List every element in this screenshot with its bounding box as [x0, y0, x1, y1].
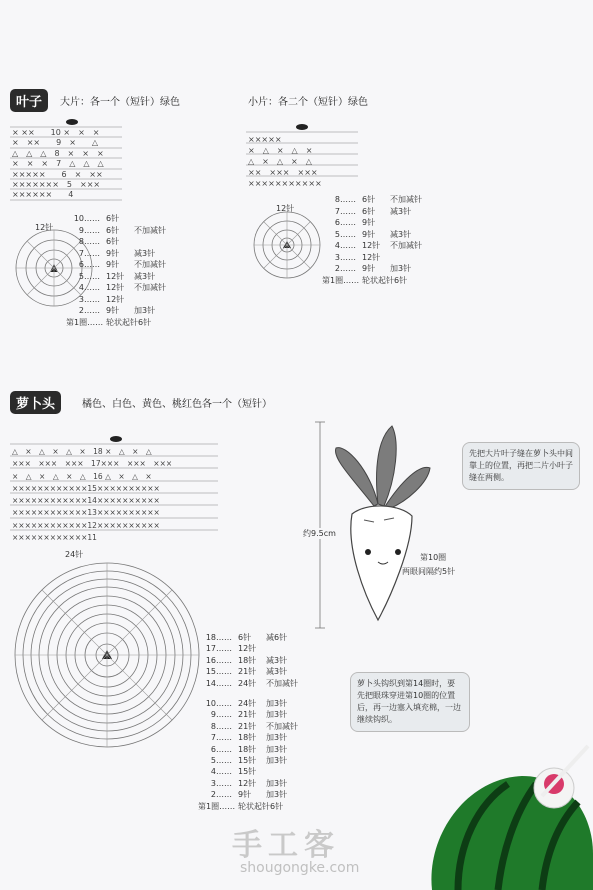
table-row: ××××××××××××15×××××××××× [12, 483, 160, 493]
list-item: 3…… 12针 [78, 294, 125, 304]
carrot-title: 橘色、白色、黄色、桃红色各一个（短针） [82, 399, 272, 410]
list-item: 4…… 12针 不加减针 [334, 241, 422, 250]
small-leaf-center-label: 12针 [276, 204, 295, 213]
table-row: × △ × △ × △ 16 △ × △ × [12, 471, 152, 481]
table-row: ××××× 6 × ×× [12, 169, 103, 179]
table-row: ××××××××××××14×××××××××× [12, 496, 160, 506]
note-eye-insert: 萝卜头钩织到第14圈时，要先把眼珠穿进第10圈的位置后，再一边塞入填充棉，一边继续钩织。 [350, 672, 470, 732]
table-row: ××××××××××××12×××××××××× [12, 520, 160, 530]
height-label: 约9.5cm [303, 529, 336, 538]
list-item: 第1圈…… 轮状起针6针 [198, 801, 284, 811]
big-leaf-center-label: 12针 [35, 223, 54, 232]
watermelon-decoration [418, 744, 593, 890]
list-item: 7…… 18针 加3针 [210, 733, 288, 743]
list-item: 3…… 12针 [334, 252, 381, 262]
carrot-counts [198, 632, 298, 812]
list-item: 8…… 6针 不加减针 [334, 195, 422, 204]
list-item: 8…… 6针 [78, 237, 120, 246]
small-leaf-rows [248, 134, 322, 189]
list-item: 15…… 21针 减3针 [205, 667, 288, 677]
list-item: 18…… 6针 减6针 [205, 633, 288, 642]
list-item: 第1圈…… 轮状起针6针 [66, 317, 152, 327]
list-item: 6…… 9针 [334, 218, 376, 227]
table-row: ×××××× 4 [12, 190, 74, 200]
table-row: ××××× [248, 135, 306, 144]
list-item: 2…… 9针 加3针 [334, 264, 412, 273]
list-item: 7…… 6针 减3针 [334, 206, 412, 216]
table-row: × ×× 10 × × × [12, 128, 100, 137]
table-row: ×× ××× ××× [248, 168, 318, 177]
small-leaf-counts [322, 194, 422, 286]
table-row: × △ × △ × [248, 146, 313, 155]
list-item: 4…… 15针 [210, 767, 257, 777]
carrot-section-tag: 萝卜头 [10, 391, 61, 414]
big-leaf-rows [12, 128, 104, 201]
table-row: ××× ××× ××× 17××× ××× ××× [12, 459, 173, 469]
list-item: 2…… 9针 加3针 [78, 306, 156, 315]
carrot-illustration [312, 418, 442, 633]
list-item: 17…… 12针 [205, 644, 257, 654]
carrot-rows [12, 446, 172, 544]
table-row: △ × △ × △ × 18 × △ × △ [12, 447, 152, 456]
carrot-round-diagram [12, 560, 202, 750]
big-leaf-counts [66, 213, 166, 328]
note-leaf-attach: 先把大片叶子缝在萝卜头中间靠上的位置，再把二片小叶子缝在两侧。 [462, 442, 580, 490]
list-item: 6…… 18针 加3针 [210, 744, 288, 754]
list-item: 4…… 12针 不加减针 [78, 283, 166, 292]
list-item: 9…… 6针 不加减针 [78, 225, 166, 235]
table-row: ××××××× 5 ××× [12, 180, 101, 190]
leaf-section-tag: 叶子 [10, 89, 48, 112]
list-item: 5…… 12针 减3针 [78, 271, 156, 281]
list-item: 5…… 15针 加3针 [210, 756, 288, 766]
list-item: 8…… 21针 不加减针 [210, 721, 298, 731]
list-item: 10…… 24针 加3针 [205, 699, 288, 709]
list-item: 16…… 18针 减3针 [205, 655, 288, 665]
big-leaf-title: 大片：各一个（短针）绿色 [60, 97, 180, 108]
watermark-logo: 手工客 [232, 828, 340, 863]
table-row: × ×× 9 × △ [12, 138, 99, 148]
row10-label: 第10圈 [420, 553, 447, 562]
list-item: 10…… 6针 [73, 214, 120, 223]
small-leaf-round-diagram [252, 210, 324, 282]
table-row: △ × △ × △ [248, 157, 312, 166]
list-item: 5…… 9针 减3针 [334, 229, 412, 239]
watermark-url: shougongke.com [240, 860, 360, 876]
table-row: ××××××××××××13×××××××××× [12, 508, 160, 518]
list-item: 2…… 9针 加3针 [210, 790, 288, 800]
list-item: 3…… 12针 加3针 [210, 778, 288, 788]
list-item: 第1圈…… 轮状起针6针 [322, 275, 408, 285]
list-item: 6…… 9针 不加减针 [78, 260, 166, 269]
table-row: △ △ △ 8 × × × [12, 148, 104, 158]
eye-gap-label: 两眼间隔约5针 [402, 567, 456, 576]
table-row: ××××××××××××11 [12, 533, 97, 543]
table-row: × × × 7 △ △ △ [12, 159, 104, 169]
table-row: ××××××××××× [248, 179, 322, 188]
list-item: 9…… 21针 加3针 [210, 710, 288, 720]
small-leaf-title: 小片：各二个（短针）绿色 [248, 97, 368, 108]
carrot-center-label: 24针 [65, 550, 84, 559]
list-item: 14…… 24针 不加减针 [205, 678, 298, 688]
list-item: 7…… 9针 减3针 [78, 248, 156, 258]
